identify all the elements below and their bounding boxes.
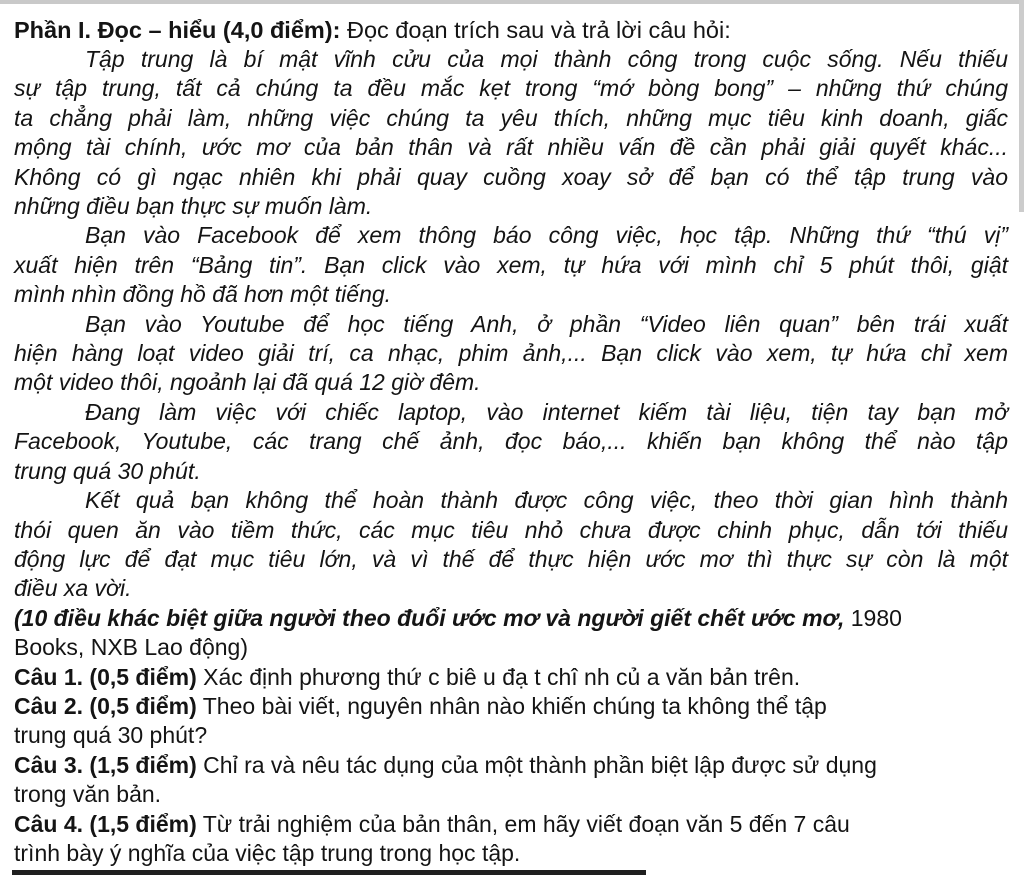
- section-title-instruction: Đọc đoạn trích sau và trả lời câu hỏi:: [340, 17, 731, 43]
- question-line: trong văn bản.: [14, 781, 162, 808]
- scan-right-edge-strip: [1019, 0, 1024, 212]
- citation-line-2: Books, NXB Lao động): [14, 634, 248, 661]
- question-3-label: Câu 3. (1,5 điểm): [14, 751, 197, 778]
- citation-year: 1980: [844, 604, 902, 631]
- passage-line: động lực để đạt mục tiêu lớn, và vì thế để thực hiện ước mơ thì thực sự còn là một: [14, 545, 1008, 572]
- passage-line: điều xa vời.: [14, 575, 132, 602]
- question-2-text: Theo bài viết, nguyên nhân nào khiến chúng ta không thể tập: [196, 692, 827, 719]
- citation-line-1: [14, 604, 1008, 633]
- question-4-label: Câu 4. (1,5 điểm): [14, 810, 197, 837]
- passage-paragraph-5: [14, 486, 1008, 604]
- passage-line: trung quá 30 phút.: [14, 457, 201, 484]
- question-line: trình bày ý nghĩa của việc tập trung trong học tập.: [14, 839, 521, 866]
- passage-line: xuất hiện trên “Bảng tin”. Bạn click vào xem, tự hứa với mình chỉ 5 phút thôi, giật: [14, 251, 1008, 278]
- passage-line: Tập trung là bí mật vĩnh cửu của mọi thành công trong cuộc sống. Nếu thiếu: [85, 46, 1008, 72]
- passage-line: một video thôi, ngoảnh lại đã quá 12 giờ đêm.: [14, 369, 481, 396]
- question-3: [14, 751, 1008, 810]
- passage-line: sự tập trung, tất cả chúng ta đều mắc kẹt trong “mớ bòng bong” – những thứ chúng: [14, 75, 1008, 102]
- passage-paragraph-1: [14, 45, 1008, 221]
- passage-line: những điều bạn thực sự muốn làm.: [14, 193, 373, 220]
- passage-line: mộng tài chính, ước mơ của bản thân và rất nhiều vấn đề cần phải giải quyết khác...: [14, 134, 1008, 161]
- passage-paragraph-2: [14, 221, 1008, 309]
- question-line: trung quá 30 phút?: [14, 722, 208, 749]
- question-line: [14, 663, 1008, 692]
- question-2: [14, 692, 1008, 751]
- question-1-label: Câu 1. (0,5 điểm): [14, 663, 197, 690]
- question-line: [14, 692, 1008, 721]
- section-title: [14, 15, 1008, 45]
- passage-line: Bạn vào Facebook để xem thông báo công việc, học tập. Những thứ “thú vị”: [85, 222, 1008, 249]
- question-1: [14, 663, 1008, 692]
- question-1-text: Xác định phương thứ c biê u đạ t chî nh củ a văn bản trên.: [196, 663, 801, 690]
- passage-line: Facebook, Youtube, các trang chế ảnh, đọc báo,... khiến bạn không thể nào tập: [14, 428, 1008, 455]
- question-3-text: Chỉ ra và nêu tác dụng của một thành phần biệt lập được sử dụng: [196, 751, 877, 778]
- passage-line: Kết quả bạn không thể hoàn thành được công việc, theo thời gian hình thành: [85, 487, 1008, 514]
- passage-line: hiện hàng loạt video giải trí, ca nhạc, phim ảnh,... Bạn click vào xem, tự hứa chỉ xem: [14, 340, 1008, 367]
- question-line: [14, 810, 1008, 839]
- passage-line: Bạn vào Youtube để học tiếng Anh, ở phần “Video liên quan” bên trái xuất: [85, 310, 1008, 337]
- question-line: [14, 751, 1008, 780]
- citation: [14, 604, 1008, 663]
- citation-source-title: (10 điều khác biệt giữa người theo đuổi ước mơ và người giết chết ước mơ,: [14, 604, 845, 631]
- passage-paragraph-4: [14, 398, 1008, 486]
- scan-top-edge-line: [0, 0, 1024, 4]
- passage-line: Đang làm việc với chiếc laptop, vào internet kiếm tài liệu, tiện tay bạn mở: [85, 398, 1008, 425]
- passage-line: thói quen ăn vào tiềm thức, các mục tiêu nhỏ chưa được chinh phục, dẫn tới thiếu: [14, 516, 1008, 543]
- passage-line: ta chẳng phải làm, những việc chúng ta yêu thích, những mục tiêu kinh doanh, giấc: [14, 104, 1008, 131]
- passage-line: mình nhìn đồng hồ đã hơn một tiếng.: [14, 281, 392, 308]
- section-title-bold: Phần I. Đọc – hiểu (4,0 điểm):: [14, 17, 341, 43]
- question-4: [14, 810, 1008, 869]
- scan-bottom-cutoff-bar: [12, 870, 646, 875]
- question-2-label: Câu 2. (0,5 điểm): [14, 692, 197, 719]
- question-4-text: Từ trải nghiệm của bản thân, em hãy viết đoạn văn 5 đến 7 câu: [196, 810, 850, 837]
- passage-paragraph-3: [14, 310, 1008, 398]
- passage-line: Không có gì ngạc nhiên khi phải quay cuồng xoay sở để bạn có thể tập trung vào: [14, 163, 1008, 190]
